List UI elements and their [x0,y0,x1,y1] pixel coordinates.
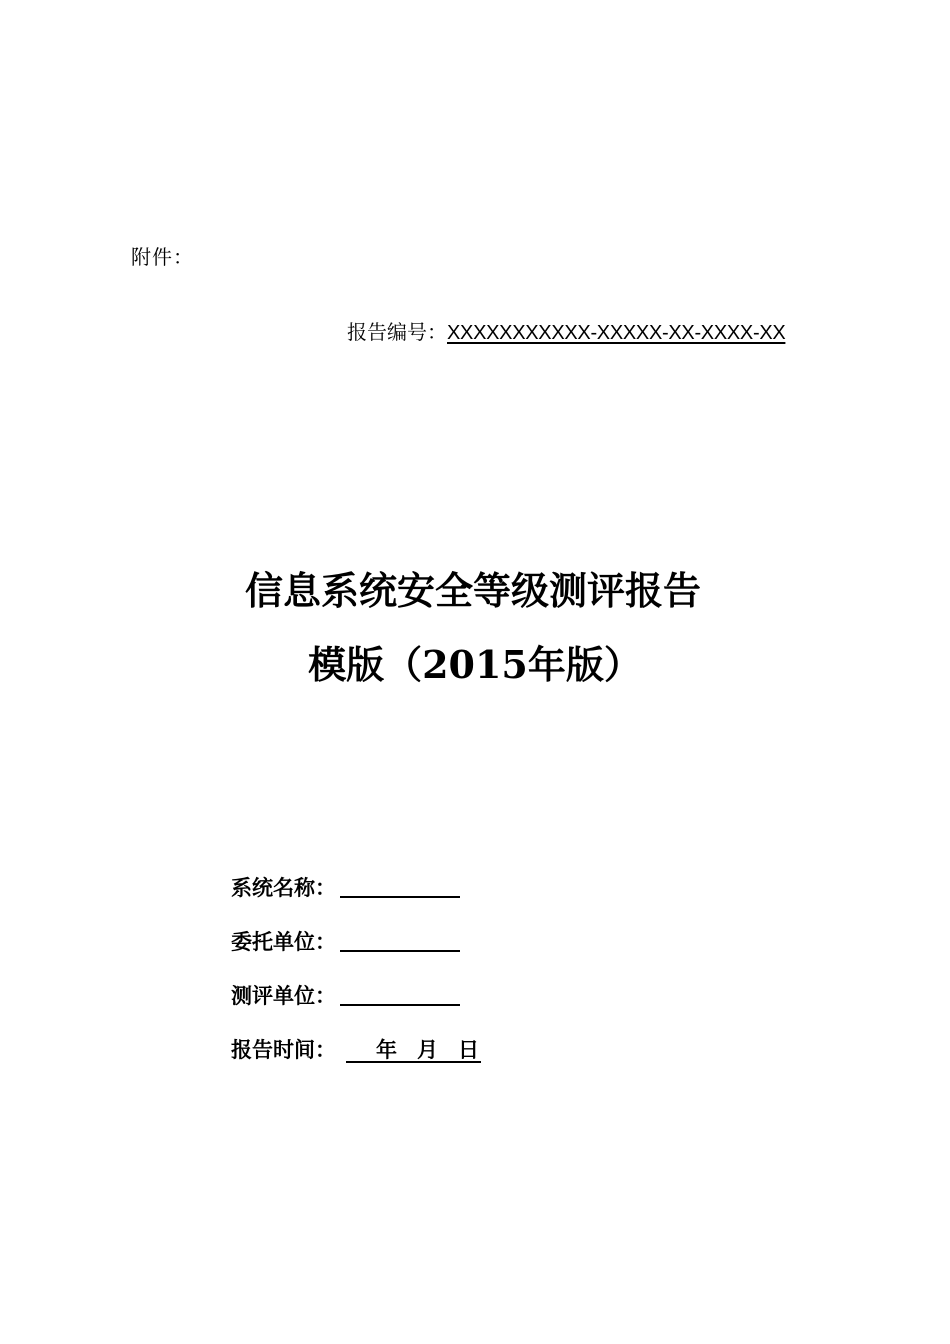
system-name-blank[interactable] [340,872,460,898]
system-name-field [231,872,481,926]
report-time-field [231,1034,481,1088]
report-number [347,316,785,345]
report-number-value: XXXXXXXXXXX-XXXXX-XX-XXXX-XX [447,322,786,344]
document-subtitle: 模版（2015年版） [308,642,642,687]
month-label: 月 [417,1038,438,1062]
document-title: 信息系统安全等级测评报告 [244,568,701,613]
evaluation-unit-label: 测评单位： [231,984,336,1008]
evaluation-unit-blank[interactable] [340,980,460,1006]
client-unit-label: 委托单位： [231,930,336,954]
report-number-label: 报告编号： [347,320,447,344]
day-label: 日 [458,1038,479,1062]
year-label: 年 [376,1038,397,1062]
attachment-label: 附件： [131,245,194,269]
report-time-blank[interactable] [346,1034,481,1063]
cover-fields [231,872,481,1088]
report-time-label: 报告时间： [231,1038,336,1062]
client-unit-field [231,926,481,980]
client-unit-blank[interactable] [340,926,460,952]
system-name-label: 系统名称： [231,876,336,900]
evaluation-unit-field [231,980,481,1034]
